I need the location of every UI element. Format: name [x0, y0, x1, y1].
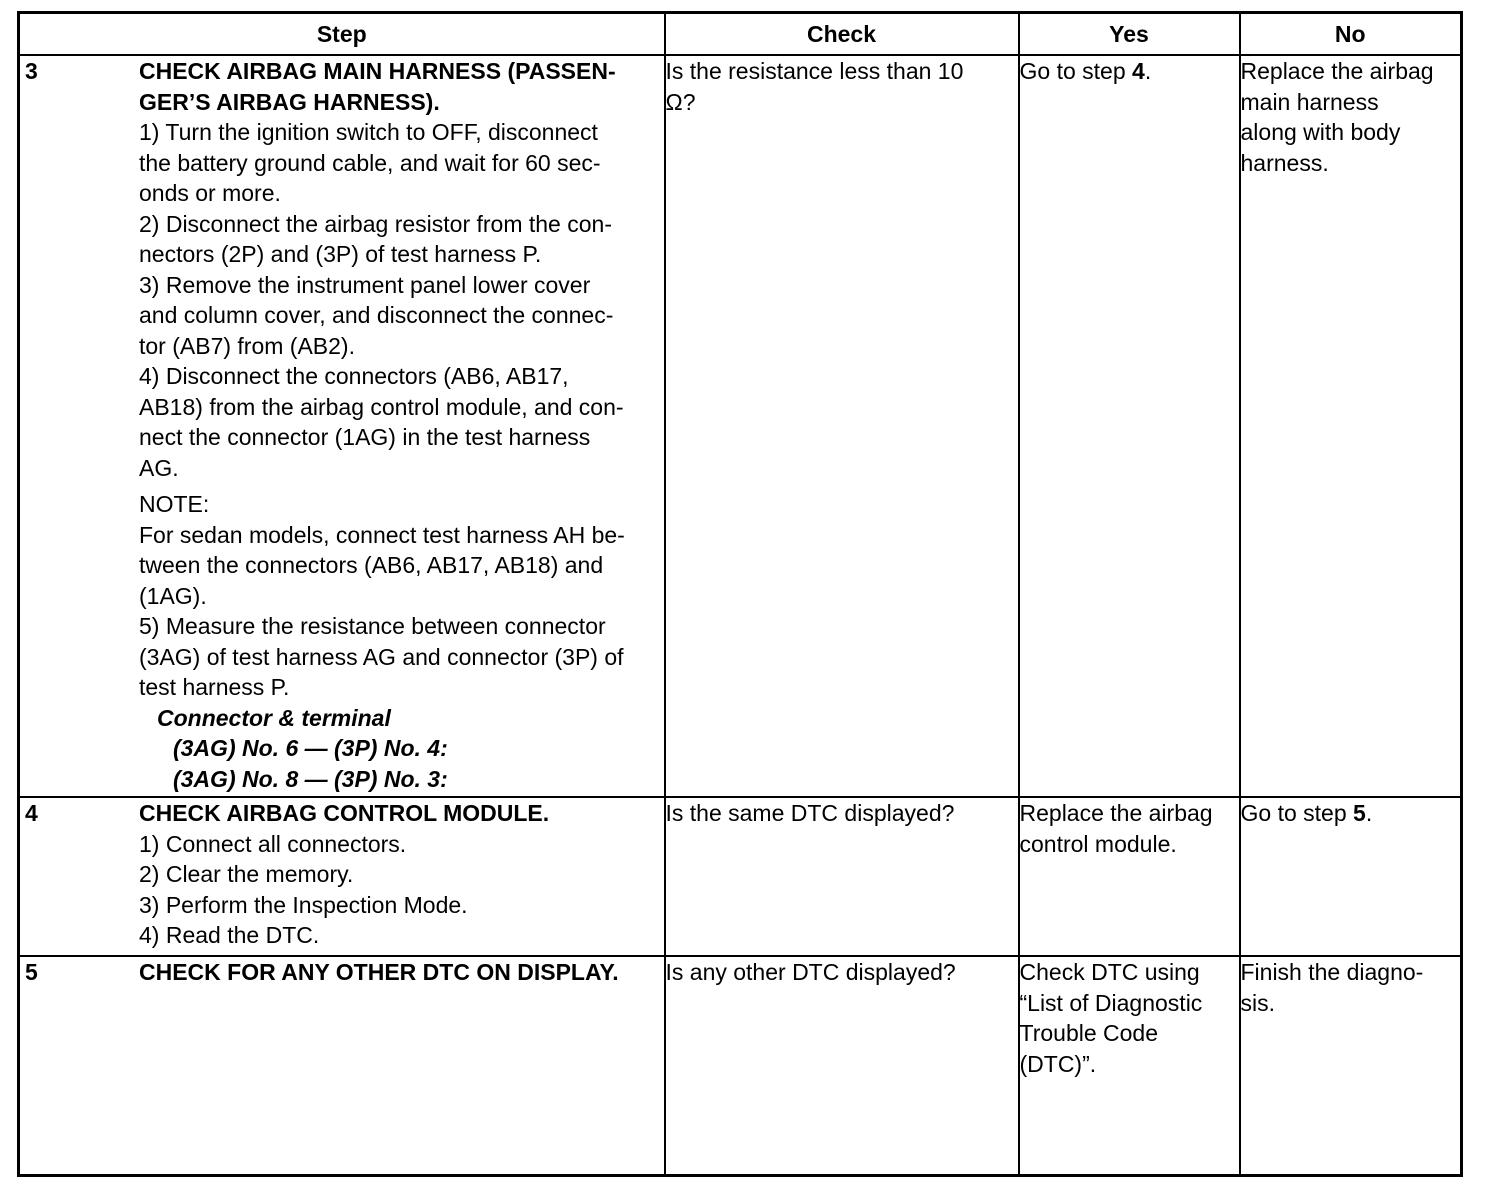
no-cell — [1240, 55, 1462, 797]
note-label: NOTE: — [139, 491, 210, 517]
step-text-line: nect the connector (1AG) in the test harness — [139, 424, 591, 450]
step-text-line: 1) Connect all connectors. — [139, 830, 407, 857]
check-text-line: Is the resistance less than 10 — [665, 58, 964, 84]
step-text-line: and column cover, and disconnect the connec- — [139, 302, 614, 328]
step-number: 4 — [25, 800, 38, 826]
step-body — [139, 957, 664, 988]
note-text-line: tween the connectors (AB6, AB17, AB18) and — [139, 552, 604, 578]
step-title: CHECK FOR ANY OTHER DTC ON DISPLAY. — [139, 959, 619, 985]
check-cell — [665, 956, 1019, 1176]
step-text-line: 4) Disconnect the connectors (AB6, AB17, — [139, 363, 569, 389]
step-body — [139, 56, 664, 794]
header-check: Check — [665, 13, 1019, 56]
diagnostic-table — [17, 11, 1463, 1177]
yes-cell — [1019, 55, 1240, 797]
yes-step-ref: 4 — [1132, 58, 1145, 84]
yes-text-line: Replace the airbag — [1019, 800, 1213, 826]
check-cell — [665, 797, 1019, 956]
yes-text-line: Trouble Code — [1019, 1020, 1159, 1046]
no-text-line: harness. — [1240, 149, 1329, 176]
check-cell — [665, 55, 1019, 797]
step-text-line: AG. — [139, 454, 179, 481]
step-title: CHECK AIRBAG CONTROL MODULE. — [139, 800, 550, 826]
step-text-line: 4) Read the DTC. — [139, 922, 320, 948]
yes-text-line: control module. — [1019, 830, 1177, 857]
no-text-line: along with body — [1240, 119, 1401, 145]
note-text-line: For sedan models, connect test harness AH be- — [139, 521, 625, 548]
yes-text-suffix: . — [1144, 58, 1152, 84]
step-text-line: 2) Disconnect the airbag resistor from the con- — [139, 210, 612, 237]
yes-cell — [1019, 956, 1240, 1176]
check-text-line: Ω? — [665, 88, 696, 115]
no-text-line: Replace the airbag — [1240, 58, 1434, 84]
step-text-line: (3AG) of test harness AG and connector (3P) of — [139, 643, 624, 670]
no-step-ref: 5 — [1353, 800, 1366, 826]
step-text-line: 1) Turn the ignition switch to OFF, disconnect — [139, 119, 598, 145]
table-row-step-3 — [19, 55, 1462, 797]
yes-cell — [1019, 797, 1240, 956]
header-no: No — [1240, 13, 1462, 56]
step-text-line: the battery ground cable, and wait for 60 sec- — [139, 149, 601, 176]
no-text: Go to step — [1240, 800, 1354, 826]
step-text-line: test harness P. — [139, 674, 290, 700]
step-text-line: tor (AB7) from (AB2). — [139, 332, 355, 359]
header-step: Step — [19, 13, 665, 56]
step-title-line: GER’S AIRBAG HARNESS). — [139, 88, 440, 115]
step-number: 5 — [25, 959, 38, 985]
step-text-line: 2) Clear the memory. — [139, 861, 354, 887]
step-text-line: onds or more. — [139, 180, 281, 206]
step-number: 3 — [25, 58, 38, 84]
yes-text-line: Check DTC using — [1019, 959, 1200, 985]
step-title — [139, 56, 660, 117]
step-body — [139, 798, 664, 951]
table-row-step-5 — [19, 956, 1462, 1176]
connector-terminal-item: (3AG) No. 8 — (3P) No. 3: — [173, 765, 448, 792]
step-text-line: AB18) from the airbag control module, and con- — [139, 393, 624, 420]
no-cell — [1240, 797, 1462, 956]
connector-terminal-item: (3AG) No. 6 — (3P) No. 4: — [173, 735, 448, 761]
no-text-suffix: . — [1365, 800, 1373, 826]
step-text-line: 3) Perform the Inspection Mode. — [139, 891, 468, 918]
step-cell — [19, 55, 665, 797]
yes-text-line: “List of Diagnostic — [1019, 989, 1203, 1016]
header-yes: Yes — [1019, 13, 1240, 56]
step-text-line: nectors (2P) and (3P) of test harness P. — [139, 241, 542, 267]
yes-text-line: (DTC)”. — [1019, 1050, 1097, 1077]
step-cell — [19, 956, 665, 1176]
step-cell — [19, 797, 665, 956]
connector-terminal-heading: Connector & terminal — [157, 704, 391, 731]
step-text-line: 3) Remove the instrument panel lower cover — [139, 271, 591, 298]
check-text: Is any other DTC displayed? — [665, 959, 956, 985]
no-text-line: main harness — [1240, 88, 1379, 115]
step-text-line: 5) Measure the resistance between connector — [139, 613, 606, 639]
no-cell — [1240, 956, 1462, 1176]
check-text: Is the same DTC displayed? — [665, 800, 955, 826]
step-title-line: CHECK AIRBAG MAIN HARNESS (PASSEN- — [139, 58, 616, 84]
note-text-line: (1AG). — [139, 582, 207, 609]
table-row-step-4 — [19, 797, 1462, 956]
yes-text: Go to step — [1019, 58, 1133, 84]
header-row — [19, 13, 1462, 56]
no-text-line: Finish the diagno- — [1240, 959, 1424, 985]
no-text-line: sis. — [1240, 989, 1275, 1016]
